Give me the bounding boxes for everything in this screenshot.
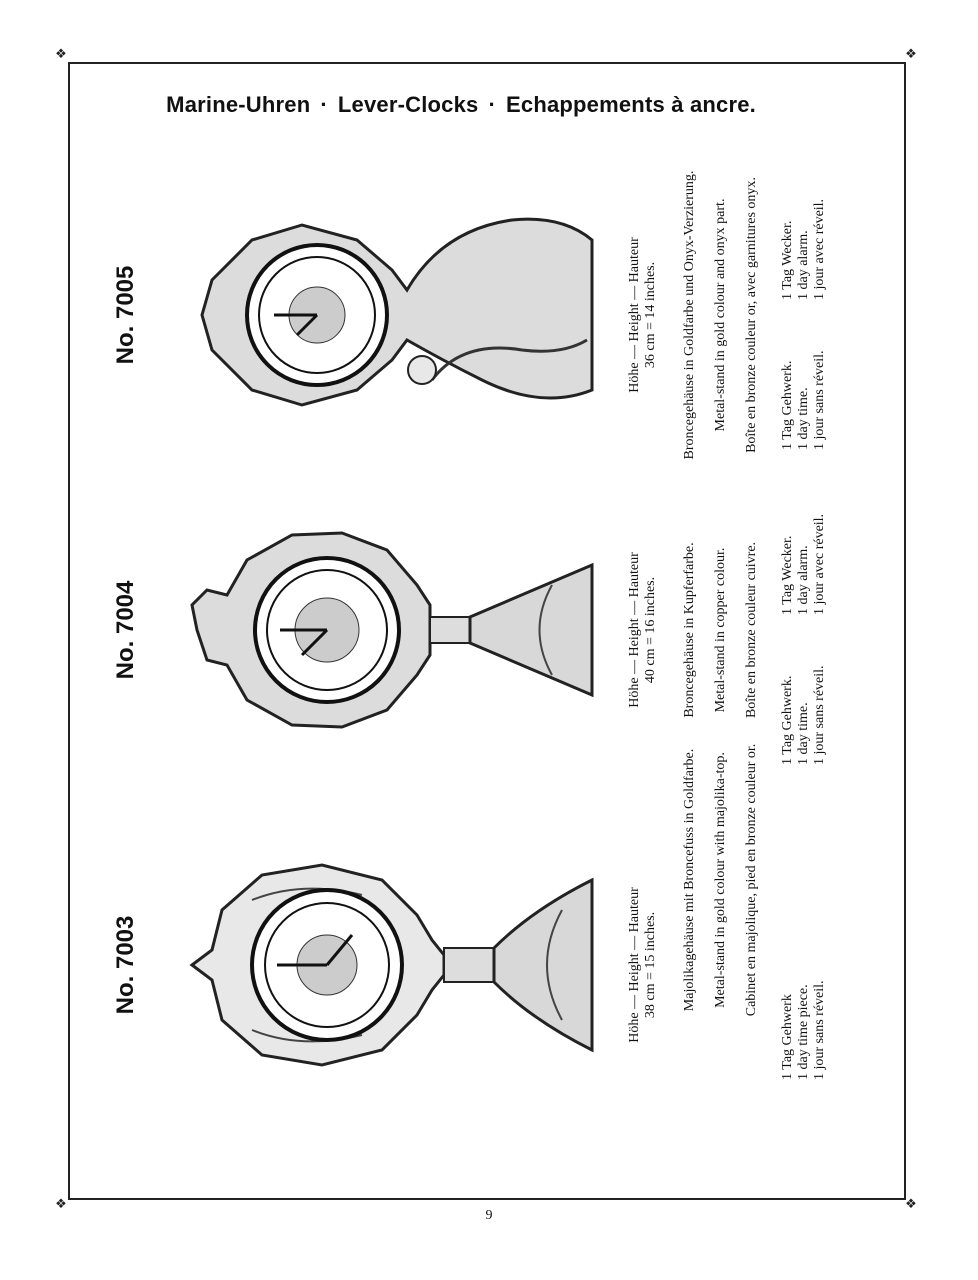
description-german: Broncegehäuse in Kupferfarbe.: [682, 542, 697, 718]
movement-options-alarm: [780, 514, 828, 615]
clock-7004-illustration: [182, 505, 602, 755]
description-french: Boîte en bronze couleur cuivre.: [744, 541, 759, 719]
catalog-content: [112, 170, 882, 1100]
size-label: Höhe — Height — Hauteur: [627, 552, 642, 708]
title-german: Marine-Uhren: [166, 92, 311, 117]
movement-line: 1 Tag Gehwerk.: [780, 675, 795, 765]
model-7004: [112, 465, 882, 765]
movement-line: 1 Tag Wecker.: [780, 220, 795, 300]
movement-options-alarm: [780, 199, 828, 300]
movement-line: 1 jour avec réveil.: [812, 513, 827, 615]
description-german: Broncegehäuse in Goldfarbe und Onyx-Verzierung.: [682, 170, 697, 460]
title-separator: ·: [320, 92, 328, 117]
model-7005: [112, 150, 882, 460]
model-number: No. 7005: [112, 265, 139, 365]
description-english: Metal-stand in copper colour.: [713, 547, 728, 713]
model-number: No. 7004: [112, 580, 139, 680]
corner-ornament-icon: ❖: [55, 46, 67, 61]
movement-line: 1 jour sans réveil.: [812, 980, 827, 1080]
description-french: Boîte en bronze couleur or, avec garnitures onyx.: [744, 177, 759, 453]
movement-line: 1 day time piece.: [796, 984, 811, 1080]
movement-line: 1 jour sans réveil.: [812, 665, 827, 765]
size-value: 38 cm = 15 inches.: [643, 911, 658, 1019]
movement-line: 1 Tag Gehwerk: [780, 994, 795, 1080]
description-english: Metal-stand in gold colour and onyx part.: [713, 198, 728, 432]
movement-line: 1 jour avec réveil.: [812, 198, 827, 300]
corner-ornament-icon: ❖: [905, 46, 917, 61]
movement-line: 1 day alarm.: [796, 230, 811, 300]
movement-options-timepiece: [780, 350, 828, 450]
corner-ornament-icon: ❖: [905, 1196, 917, 1211]
title-french: Echappements à ancre.: [506, 92, 756, 117]
size-label: Höhe — Height — Hauteur: [627, 237, 642, 393]
size-label: Höhe — Height — Hauteur: [627, 887, 642, 1043]
corner-ornament-icon: ❖: [55, 1196, 67, 1211]
page-number: 9: [485, 1208, 493, 1223]
title-separator: ·: [488, 92, 497, 117]
movement-options-timepiece: [780, 665, 828, 765]
size-spec: [627, 495, 659, 765]
movement-line: 1 day alarm.: [796, 545, 811, 615]
title-english: Lever-Clocks: [337, 92, 479, 117]
movement-line: 1 jour sans réveil.: [812, 350, 827, 450]
movement-options: [780, 980, 828, 1080]
clock-7005-illustration: [182, 190, 602, 440]
page-title: [70, 92, 906, 118]
clock-7003-illustration: [182, 840, 602, 1090]
size-spec: [627, 180, 659, 450]
description-french: Cabinet en majolique, pied en bronze couleur or.: [744, 743, 759, 1017]
description-english: Metal-stand in gold colour with majolika-top.: [713, 752, 728, 1008]
description-german: Majolikagehäuse mit Broncefuss in Goldfarbe.: [682, 748, 697, 1012]
movement-line: 1 day time.: [796, 387, 811, 450]
size-spec: [627, 830, 659, 1100]
movement-line: 1 Tag Gehwerk.: [780, 360, 795, 450]
size-value: 36 cm = 14 inches.: [643, 261, 658, 369]
model-number: No. 7003: [112, 915, 139, 1015]
movement-line: 1 day time.: [796, 702, 811, 765]
size-value: 40 cm = 16 inches.: [643, 576, 658, 684]
movement-line: 1 Tag Wecker.: [780, 535, 795, 615]
model-7003: [112, 743, 882, 1100]
